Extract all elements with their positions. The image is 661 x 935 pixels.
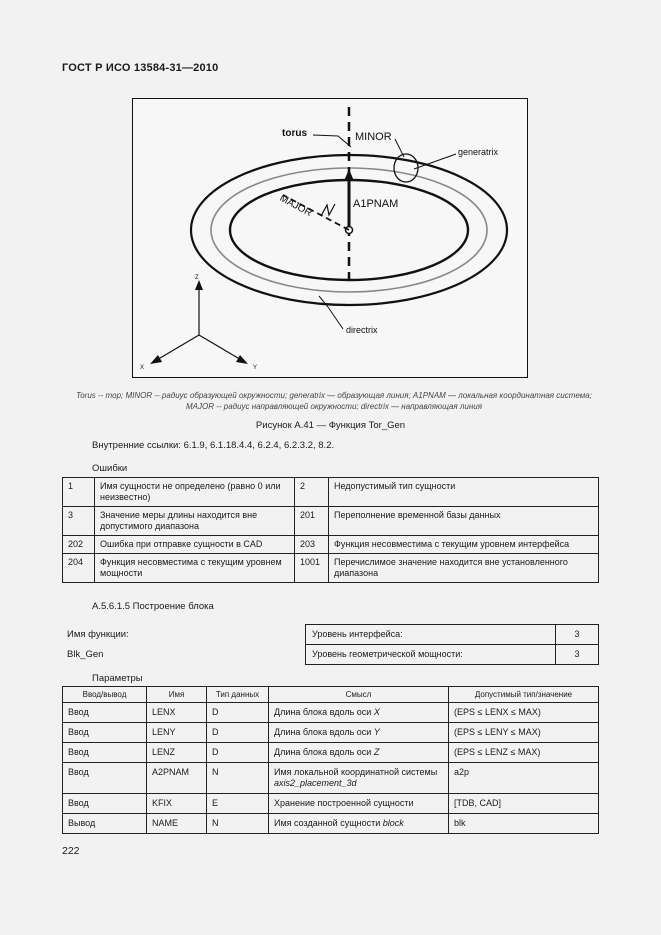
figure-legend: Torus -- тор; MINOR -- радиус образующей окружности; generatrix — образующая линия; A1PNAM — локальная координатная система; MAJOR -- радиус направляющей окружности; directrix — направляющая линия [76,391,592,411]
label-minor: MINOR [355,131,392,143]
param-value: a2p [449,763,599,794]
error-text: Ошибка при отправке сущности в CAD [95,536,295,554]
param-type: N [207,814,269,834]
label-z: Z [195,275,199,281]
params-label: Параметры [92,673,143,684]
param-io: Ввод [63,794,147,814]
a1pnam-arrowhead [344,169,354,181]
major-break-mark [321,204,335,216]
levels-table [305,624,599,665]
param-io: Ввод [63,703,147,723]
param-io: Ввод [63,763,147,794]
param-type: D [207,723,269,743]
level-value: 3 [556,625,599,645]
param-io: Ввод [63,743,147,763]
error-text: Функция несовместима с текущим уровнем интерфейса [329,536,599,554]
triad-y-axis [199,335,243,361]
param-name: KFIX [147,794,207,814]
error-code: 201 [295,507,329,536]
function-name-label: Имя функции: [67,629,129,640]
param-type: D [207,743,269,763]
torus-figure [132,98,528,378]
param-meaning: Длина блока вдоль оси Y [269,723,449,743]
table-row [306,645,599,665]
errors-table [62,477,599,583]
label-major: MAJOR [277,192,314,220]
directrix-leader [319,296,343,329]
function-name-value: Blk_Gen [67,649,104,660]
param-value: [TDB, CAD] [449,794,599,814]
column-header: Ввод/вывод [63,687,147,703]
table-row [63,507,599,536]
param-value: (EPS ≤ LENZ ≤ MAX) [449,743,599,763]
param-value: (EPS ≤ LENY ≤ MAX) [449,723,599,743]
param-name: LENZ [147,743,207,763]
error-text: Функция несовместима с текущим уровнем мощности [95,554,295,583]
error-code: 3 [63,507,95,536]
label-torus: torus [282,128,307,139]
param-value: (EPS ≤ LENX ≤ MAX) [449,703,599,723]
figure-title: Рисунок А.41 — Функция Tor_Gen [255,420,406,431]
generatrix-circle [394,154,418,182]
error-text: Перечислимое значение находится вне установленного диапазона [329,554,599,583]
error-code: 1001 [295,554,329,583]
param-meaning: Хранение построенной сущности [269,794,449,814]
torus-diagram [133,99,527,377]
column-header: Допустимый тип/значение [449,687,599,703]
triad-y-arrowhead [236,355,248,364]
label-generatrix: generatrix [458,147,499,157]
label-y: Y [253,365,258,371]
torus-leader [313,135,351,147]
page-number: 222 [62,845,80,857]
param-name: NAME [147,814,207,834]
error-text: Значение меры длины находится вне допустимого диапазона [95,507,295,536]
table-row [63,763,599,794]
table-row [63,794,599,814]
label-a1pnam: A1PNAM [353,198,399,210]
error-code: 1 [63,478,95,507]
page-header-title: ГОСТ Р ИСО 13584-31—2010 [62,62,219,74]
triad-x-axis [155,335,199,361]
label-x: X [140,365,145,371]
param-name: LENY [147,723,207,743]
subsection-title: А.5.6.1.5 Построение блока [92,601,214,612]
param-meaning: Длина блока вдоль оси Z [269,743,449,763]
param-meaning: Длина блока вдоль оси X [269,703,449,723]
param-type: N [207,763,269,794]
error-text: Недопустимый тип сущности [329,478,599,507]
triad-z-arrowhead [195,280,203,290]
table-row [63,536,599,554]
table-header-row [63,687,599,703]
error-code: 204 [63,554,95,583]
internal-references: Внутренние ссылки: 6.1.9, 6.1.18.4.4, 6.2.4, 6.2.3.2, 8.2. [92,440,335,451]
column-header: Имя [147,687,207,703]
error-code: 202 [63,536,95,554]
table-row [63,703,599,723]
params-table [62,686,599,834]
param-type: D [207,703,269,723]
param-io: Вывод [63,814,147,834]
column-header: Тип данных [207,687,269,703]
level-label: Уровень геометрической мощности: [306,645,556,665]
table-row [63,554,599,583]
error-code: 2 [295,478,329,507]
level-label: Уровень интерфейса: [306,625,556,645]
param-meaning: Имя созданной сущности block [269,814,449,834]
level-value: 3 [556,645,599,665]
error-code: 203 [295,536,329,554]
table-row [306,625,599,645]
param-name: LENX [147,703,207,723]
table-row [63,743,599,763]
table-row [63,723,599,743]
error-text: Имя сущности не определено (равно 0 или неизвестно) [95,478,295,507]
error-text: Переполнение временной базы данных [329,507,599,536]
param-name: A2PNAM [147,763,207,794]
param-type: E [207,794,269,814]
column-header: Смысл [269,687,449,703]
param-io: Ввод [63,723,147,743]
table-row [63,814,599,834]
errors-label: Ошибки [92,463,128,474]
param-value: blk [449,814,599,834]
label-directrix: directrix [346,325,378,335]
triad-x-arrowhead [150,355,162,364]
param-meaning: Имя локальной координатной системы axis2_placement_3d [269,763,449,794]
table-row [63,478,599,507]
minor-leader [395,139,404,157]
